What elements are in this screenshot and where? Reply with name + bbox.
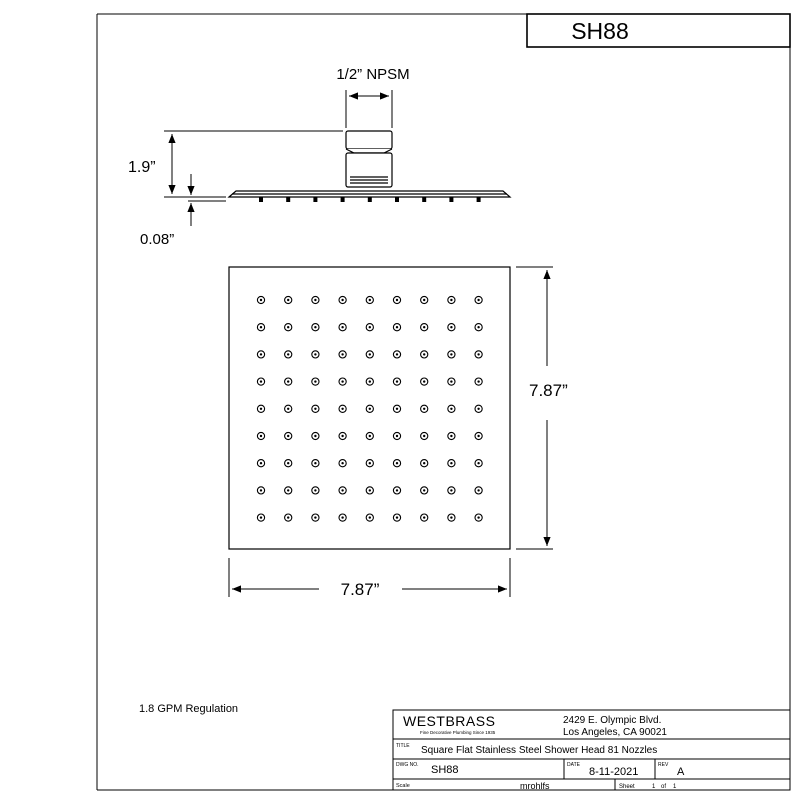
- nozzle: [312, 378, 319, 385]
- nozzle: [366, 460, 373, 467]
- nozzle: [312, 432, 319, 439]
- nozzle: [366, 514, 373, 521]
- side-nozzle: [422, 197, 426, 202]
- side-nozzle: [286, 197, 290, 202]
- part-number-box: [527, 14, 790, 47]
- scale-caption: Scale: [396, 783, 410, 789]
- nozzle: [421, 296, 428, 303]
- nozzle: [285, 487, 292, 494]
- nozzle: [366, 324, 373, 331]
- rev-caption: REV: [658, 762, 669, 768]
- nozzle: [393, 432, 400, 439]
- nozzle: [475, 405, 482, 412]
- nozzle: [312, 460, 319, 467]
- nozzle: [393, 487, 400, 494]
- nozzle: [257, 487, 264, 494]
- nozzle: [421, 351, 428, 358]
- nozzle: [421, 487, 428, 494]
- side-nozzle: [313, 197, 317, 202]
- nozzle: [257, 296, 264, 303]
- nozzle: [366, 378, 373, 385]
- nozzle: [285, 378, 292, 385]
- nozzle: [366, 296, 373, 303]
- nozzle: [257, 324, 264, 331]
- thickness-label: 0.08”: [140, 231, 175, 248]
- drawing-date: 8-11-2021: [589, 766, 639, 778]
- date-caption: DATE: [567, 762, 580, 768]
- nozzle: [312, 514, 319, 521]
- company-name: WESTBRASS: [403, 713, 496, 729]
- nozzle: [448, 487, 455, 494]
- nozzle: [285, 460, 292, 467]
- side-nozzle: [449, 197, 453, 202]
- nozzle: [366, 432, 373, 439]
- nozzle: [393, 324, 400, 331]
- nozzle: [421, 405, 428, 412]
- nozzle: [448, 296, 455, 303]
- nozzle: [339, 405, 346, 412]
- npsm-label: 1/2” NPSM: [336, 66, 410, 83]
- dwg-caption: DWG NO.: [396, 762, 419, 768]
- nozzle: [421, 460, 428, 467]
- nozzle: [257, 432, 264, 439]
- nozzle: [393, 378, 400, 385]
- sheet-caption: Sheet: [619, 784, 635, 790]
- nozzle-grid: [257, 296, 482, 521]
- nozzle: [285, 351, 292, 358]
- thickness-dimension: [188, 174, 226, 226]
- nozzle: [312, 324, 319, 331]
- nozzle: [366, 351, 373, 358]
- side-nozzle: [341, 197, 345, 202]
- regulation-note: 1.8 GPM Regulation: [139, 703, 239, 715]
- drawing-border: [97, 14, 790, 790]
- nozzle: [257, 378, 264, 385]
- nozzle: [339, 351, 346, 358]
- nozzle: [475, 460, 482, 467]
- nozzle: [285, 405, 292, 412]
- address-line1: 2429 E. Olympic Blvd.: [563, 715, 662, 726]
- nozzle: [257, 514, 264, 521]
- nozzle: [393, 351, 400, 358]
- nozzle: [366, 405, 373, 412]
- depth-dimension: [516, 267, 553, 549]
- nozzle: [448, 351, 455, 358]
- side-view: [229, 131, 510, 202]
- nozzle: [339, 487, 346, 494]
- side-nozzle: [259, 197, 263, 202]
- nozzle: [312, 487, 319, 494]
- nozzle: [285, 324, 292, 331]
- side-nozzles: [259, 197, 481, 202]
- nozzle: [421, 514, 428, 521]
- title-block: [393, 710, 790, 791]
- nozzle: [393, 405, 400, 412]
- sheet-number: 1: [652, 784, 656, 790]
- nozzle: [475, 487, 482, 494]
- nozzle: [475, 324, 482, 331]
- nozzle: [421, 432, 428, 439]
- nozzle: [366, 487, 373, 494]
- nozzle: [421, 324, 428, 331]
- nozzle: [448, 405, 455, 412]
- nozzle: [312, 405, 319, 412]
- nozzle: [448, 460, 455, 467]
- nozzle: [339, 460, 346, 467]
- drawing-title: Square Flat Stainless Steel Shower Head 81 Nozzles: [421, 745, 658, 756]
- nozzle: [448, 514, 455, 521]
- nozzle: [475, 351, 482, 358]
- nozzle: [339, 324, 346, 331]
- company-tagline: Fine Decorative Plumbing Since 1935: [420, 730, 496, 735]
- nozzle: [257, 351, 264, 358]
- nozzle: [448, 432, 455, 439]
- nozzle: [393, 460, 400, 467]
- sheet-total: 1: [673, 784, 677, 790]
- width-label: 7.87”: [340, 580, 380, 599]
- height-label: 1.9”: [128, 159, 156, 176]
- nozzle: [448, 324, 455, 331]
- nozzle: [475, 432, 482, 439]
- npsm-dimension: [346, 90, 392, 128]
- side-nozzle: [395, 197, 399, 202]
- nozzle: [339, 432, 346, 439]
- nozzle: [257, 405, 264, 412]
- revision: A: [677, 766, 685, 778]
- address-line2: Los Angeles, CA 90021: [563, 727, 667, 738]
- nozzle: [312, 296, 319, 303]
- nozzle: [475, 296, 482, 303]
- nozzle: [393, 296, 400, 303]
- nozzle: [448, 378, 455, 385]
- scale-value: mrohlfs: [520, 781, 550, 791]
- nozzle: [339, 514, 346, 521]
- part-number: SH88: [571, 18, 629, 44]
- nozzle: [339, 378, 346, 385]
- nozzle: [285, 432, 292, 439]
- nozzle: [285, 514, 292, 521]
- dwg-number: SH88: [431, 764, 459, 776]
- side-nozzle: [368, 197, 372, 202]
- depth-label: 7.87”: [529, 381, 568, 400]
- nozzle: [339, 296, 346, 303]
- nozzle: [421, 378, 428, 385]
- side-nozzle: [477, 197, 481, 202]
- nozzle: [285, 296, 292, 303]
- nozzle: [393, 514, 400, 521]
- nozzle: [257, 460, 264, 467]
- title-caption: TITLE: [396, 743, 410, 749]
- nozzle: [312, 351, 319, 358]
- sheet-of: of: [661, 784, 667, 790]
- nozzle: [475, 378, 482, 385]
- nozzle: [475, 514, 482, 521]
